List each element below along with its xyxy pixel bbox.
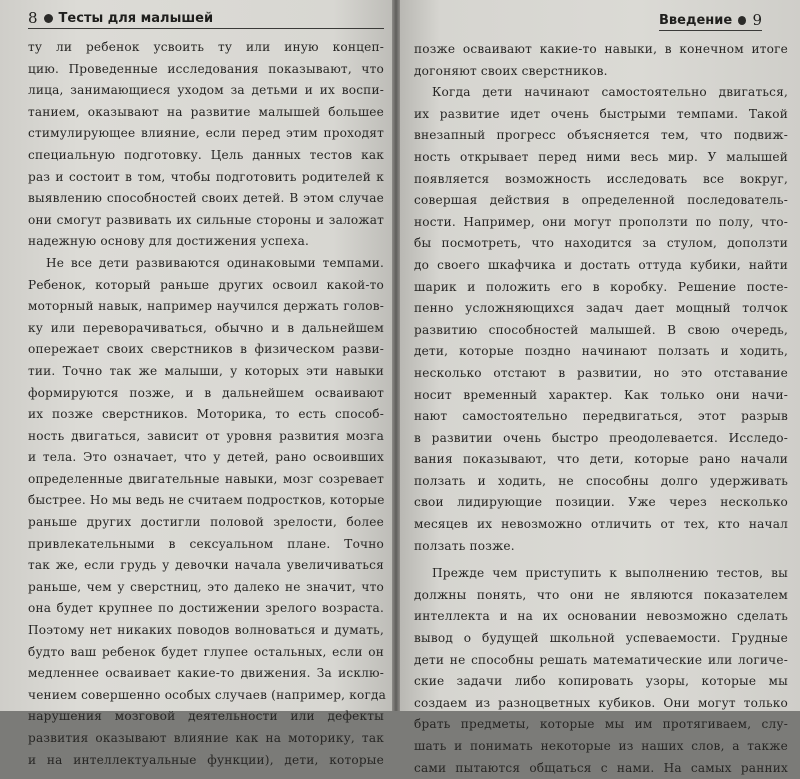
text-line: раз и состоит в том, чтобы подготовить родителей к [28, 169, 384, 184]
text-line: ку или переворачиваться, обычно и в дальнейшем [28, 320, 384, 335]
left-running-header [28, 8, 384, 29]
text-line: интеллекта и на их основании невозможно сделать [414, 609, 788, 624]
text-line: развития оказывают влияние как на моторику, так [28, 731, 384, 745]
text-line: нают самостоятельно передвигаться, этот разрыв [414, 409, 788, 424]
text-line: должны понять, что они не являются показателем [414, 587, 788, 602]
text-line: дети, которые поздно начинают ползать и ходить, [414, 344, 788, 359]
text-line: в развитии очень быстро преодолевается. Исследо- [414, 430, 788, 445]
bullet-icon [738, 16, 746, 25]
left-running-head-title: Тесты для малышей [58, 10, 214, 26]
text-line: Когда дети начинают самостоятельно двигаться, [432, 85, 788, 100]
text-line: догоняют своих сверстников. [414, 63, 608, 78]
text-line: опережает своих сверстников в физическом разви- [28, 342, 384, 357]
text-line: Ребенок, который раньше других освоил какой-то [28, 277, 384, 292]
text-line: и тела. Это означает, что у детей, рано освоивших [28, 450, 384, 465]
text-line: медленнее осваивает какие-то движения. За исклю- [28, 666, 384, 681]
text-line: раньше других достигли половой зрелости, более [28, 515, 384, 530]
text-line: внезапный прогресс объясняется тем, что подвиж- [414, 128, 788, 143]
text-line: раньше, чем у сверстниц, это далеко не значит, что [28, 579, 384, 594]
text-line: дети не способны решать математические или логиче- [414, 652, 788, 667]
text-line: их развитие идет очень быстрыми темпами. Такой [414, 106, 788, 121]
text-line: определенные двигательные навыки, мозг созревает [28, 471, 384, 486]
text-line: лица, занимающиеся уходом за детьми и их воспи- [28, 83, 384, 98]
text-line: быстрее. Но мы ведь не считаем подростков, которые [28, 493, 385, 508]
text-line: ползать позже. [414, 538, 515, 553]
text-line: тии. Точно так же малыши, у которых эти навыки [28, 363, 384, 378]
text-line: появляется возможность исследовать все вокруг, [414, 171, 788, 186]
text-line: ность открывает перед ними весь мир. У малышей [414, 149, 788, 164]
book-gutter [392, 0, 400, 711]
text-line: брать предметы, которые мы им протягиваем, слу- [414, 717, 788, 732]
right-body-text [414, 39, 788, 779]
text-line: нарушения мозговой деятельности или дефекты [28, 709, 384, 724]
text-line: шарик и положить его в коробку. Решение посте- [414, 279, 788, 294]
left-body-text [28, 37, 387, 771]
text-line: ползать и ходить, не способны долго удерживать [414, 473, 788, 488]
text-line: специальную подготовку. Цель данных тестов как [28, 147, 384, 162]
text-line: выявлению способностей своих детей. В этом случае [28, 191, 384, 206]
right-page [400, 0, 800, 775]
text-line: и на интеллектуальные функции), дети, которые [28, 752, 384, 767]
text-line: Прежде чем приступить к выполнению тестов, вы [432, 566, 788, 581]
text-line: моторный навык, например научился держать голов- [28, 299, 384, 314]
text-line: носит временный характер. Как только они начи- [414, 387, 788, 402]
text-line: так же, если грудь у девочки начала увеличиваться [28, 558, 384, 573]
text-line: месяцев их невозможно отличить от тех, кто начал [414, 517, 788, 532]
left-page [0, 0, 392, 767]
text-line: совершая действия в определенной последователь- [414, 193, 788, 208]
text-line: Поэтому нет никаких поводов волноваться и думать, [28, 623, 384, 638]
text-line: несколько отстают в развитии, но это отставание [414, 365, 788, 380]
text-line: надежную основу для достижения успеха. [28, 234, 310, 249]
text-line: танием, оказывают на развитие малышей большее [28, 104, 384, 119]
text-line: стимулирующее влияние, если перед этим проходят [28, 126, 384, 141]
text-line: свои лидирующие позиции. Уже через несколько [414, 495, 788, 510]
text-line: ность двигаться, зависит от уровня развития мозга [28, 428, 384, 443]
text-line: создаем из разноцветных кубиков. Они могут только [414, 695, 788, 710]
bullet-icon [44, 14, 53, 23]
text-line: цию. Проведенные исследования показывают, что [28, 61, 384, 76]
text-line: формируются позже, и в дальнейшем осваивают [28, 385, 384, 400]
text-line: позже осваивают какие-то навыки, в конечном итоге [414, 42, 788, 56]
text-line: чением совершенно особых случаев (например, когда [28, 687, 387, 702]
text-line: она будет крупнее по достижении зрелого возраста. [28, 601, 384, 616]
text-line: Не все дети развиваются одинаковыми темпами. [46, 255, 384, 270]
right-running-header [659, 10, 762, 31]
text-line: ности. Например, они могут проползти по полу, что- [414, 214, 788, 229]
text-line: привлекательными в сексуальном плане. Точно [28, 536, 384, 551]
text-line: пенно усложняющихся задач дает мощный толчок [414, 301, 788, 316]
text-line: сами пытаются общаться с нами. На самых ранних [414, 760, 788, 775]
text-line: бы посмотреть, что находится за стулом, доползти [414, 236, 788, 251]
text-line: они смогут развивать их сильные стороны и заложат [28, 212, 384, 227]
text-line: ту ли ребенок усвоить ту или иную концеп- [28, 40, 384, 54]
text-line: их позже сверстников. Моторика, то есть способ- [28, 407, 384, 422]
text-line: будто ваш ребенок будет глупее остальных, если он [28, 644, 384, 659]
text-line: ские задачи либо копировать узоры, которые мы [414, 674, 788, 689]
text-line: развитию способностей малышей. В свою очередь, [414, 322, 788, 337]
text-line: вания показывают, что дети, которые рано начали [414, 452, 788, 467]
right-running-head-title: Введение [659, 12, 733, 28]
text-line: шать и понимать некоторые из наших слов, а также [414, 739, 788, 753]
page-number-left: 8 [28, 9, 38, 27]
page-number-right: 9 [752, 11, 762, 29]
text-line: до своего шкафчика и достать оттуда кубики, найти [414, 257, 788, 272]
text-line: вывод о будущей школьной успеваемости. Грудные [414, 631, 788, 646]
